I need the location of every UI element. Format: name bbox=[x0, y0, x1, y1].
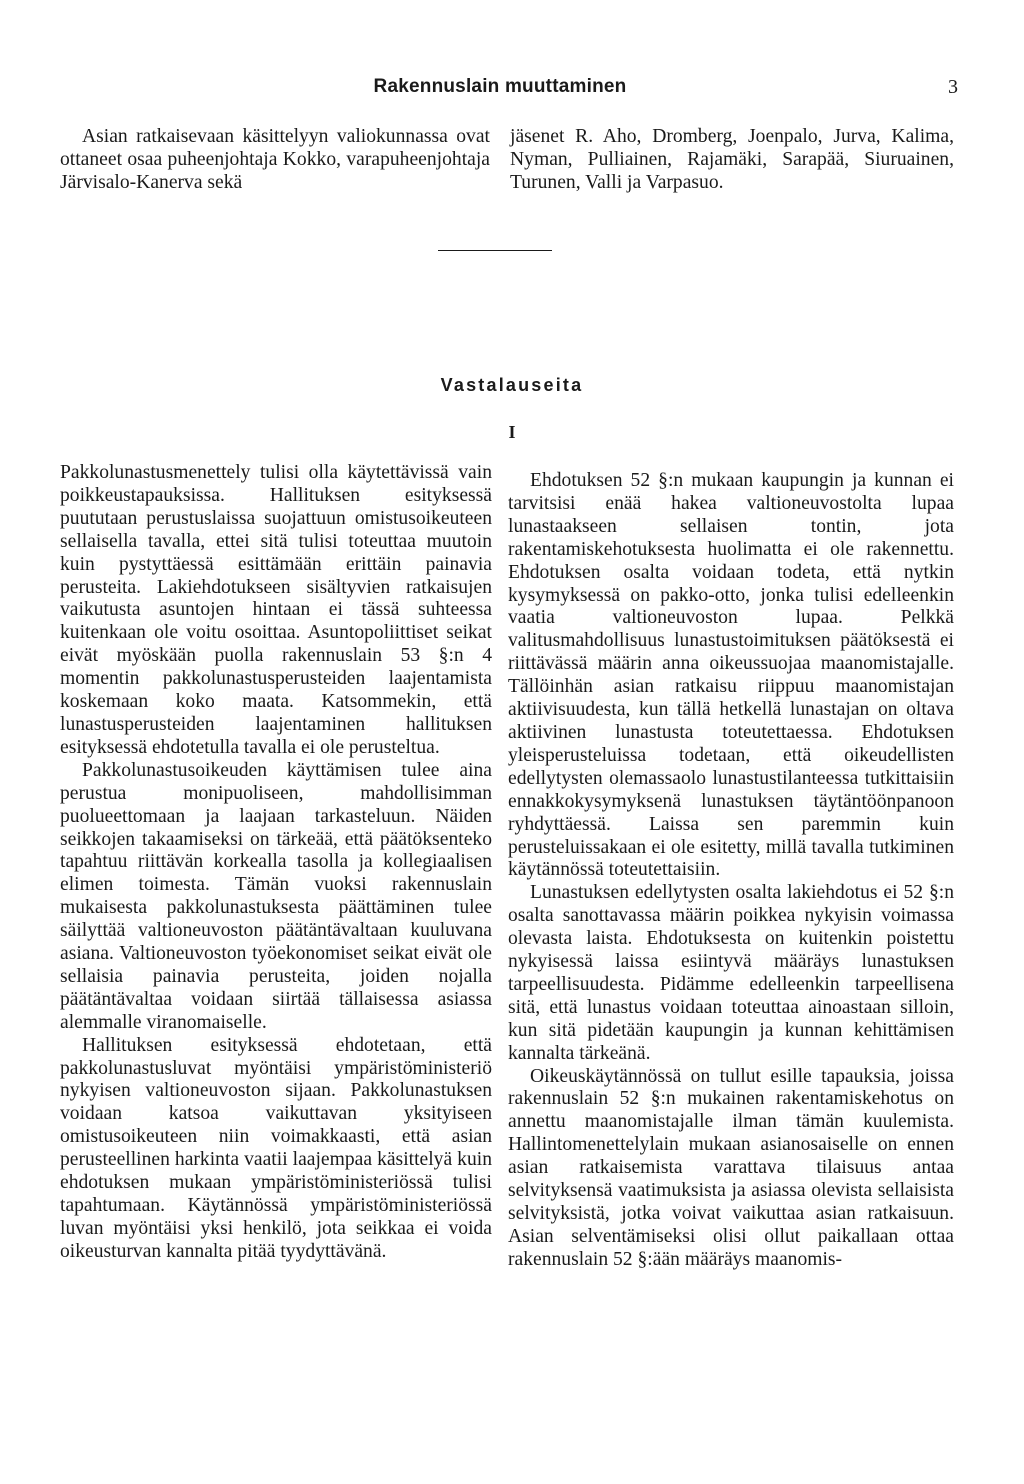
right-paragraph-3: Oikeuskäytännössä on tullut esille tapauksia, joissa rakennuslain 52 §:n mukainen rakentamiskehotus on annettu maanomistajalle ilman tämän kuulemista. Hallintomenettelylain mukaan asianosaiselle on ennen asian ratkaisemista varattava tilaisuus antaa selvityksensä vaatimuksista ja asiassa olevista sellaisista selvityksistä, jotka voivat vaikuttaa asian ratkaisuun. Asian selventämiseksi olisi ollut paikallaan ottaa rakennuslain 52 §:ään määräys maanomis- bbox=[508, 1065, 954, 1270]
left-paragraph-2: Pakkolunastusoikeuden käyttämisen tulee aina perustua monipuoliseen, mahdollisimman puolueettomaan ja laajaan tarkasteluun. Näiden seikkojen takaamiseksi on tärkeää, että päätöksenteko tapahtuu riittävän korkealla tasolla ja kollegiaalisen elimen toimesta. Tämän vuoksi rakennuslain mukaisesta pakkolunastuksesta päättäminen tulee säilyttää valtioneuvoston päätäntävaltaan kuuluvana asiana. Valtioneuvoston työekonomiset seikat eivät ole sellaisia painavia perusteita, joiden nojalla päätäntävaltaa voidaan siirtää tällaisessa asiassa alemmalle viranomaiselle. bbox=[60, 759, 492, 1033]
running-title: Rakennuslain muuttaminen bbox=[373, 76, 627, 97]
left-column bbox=[60, 462, 492, 1264]
left-paragraph-1: Pakkolunastusmenettely tulisi olla käytettävissä vain poikkeustapauksissa. Hallituksen esityksessä puututaan perustuslaissa suojattuun omistusoikeuteen sellaisella tavalla, ettei sitä tulisi toteuttaa muutoin kuin pystyttäessä esittämään erittäin painavia perusteita. Lakiehdotukseen sisältyvien ratkaisujen vaikutusta asuntojen hintaan ei tässä suhteessa kuitenkaan ole voitu osoittaa. Asuntopoliittiset seikat eivät myöskään puolla rakennuslain 53 §:n 4 momentin pakkolunastusperusteiden laajentamista koskemaan koko maata. Katsommekin, että lunastusperusteiden laajentaminen hallituksen esityksessä ehdotetulla tavalla ei ole perusteltua. bbox=[60, 462, 492, 758]
section-separator-rule bbox=[438, 250, 552, 251]
section-number: I bbox=[508, 422, 516, 442]
page-number: 3 bbox=[948, 76, 958, 98]
right-column bbox=[508, 470, 954, 1272]
section-heading: Vastalauseita bbox=[440, 375, 584, 395]
right-paragraph-2: Lunastuksen edellytysten osalta lakiehdotus ei 52 §:n osalta sanottavassa määrin poikkea nykyisin voimassa olevasta laista. Ehdotuksesta on kuitenkin poistettu nykyisessä laissa esiintyvä määräys lunastuksen tarpeellisuudesta. Pidämme edelleenkin tarpeellisena sitä, että lunastus voidaan toteuttaa ainoastaan silloin, kun sitä pidetään kaupungin ja kunnan kehittämisen kannalta tärkeänä. bbox=[508, 882, 954, 1064]
intro-right-paragraph: jäsenet R. Aho, Dromberg, Joenpalo, Jurva, Kalima, Nyman, Pulliainen, Rajamäki, Sarapää, Siuruainen, Turunen, Valli ja Varpasuo. bbox=[510, 126, 954, 193]
left-paragraph-3: Hallituksen esityksessä ehdotetaan, että pakkolunastusluvat myöntäisi ympäristöministeriö nykyisen valtioneuvoston sijaan. Pakkolunastuksen voidaan katsoa vaikuttavan yksityiseen omistusoikeuteen niin voimakkaasti, että asian perusteellinen harkinta vaatii laajempaa käsittelyä kuin ehdotuksen mukaan ympäristöministeriössä tulisi tapahtumaan. Käytännössä ympäristöministeriössä luvan myöntäisi yksi henkilö, jota seikkaa ei voida oikeusturvan kannalta pitää tyydyttävänä. bbox=[60, 1034, 492, 1262]
running-head bbox=[0, 76, 1024, 104]
intro-left-paragraph: Asian ratkaisevaan käsittelyyn valiokunnassa ovat ottaneet osaa puheenjohtaja Kokko, varapuheenjohtaja Järvisalo-Kanerva sekä bbox=[60, 126, 490, 193]
right-paragraph-1: Ehdotuksen 52 §:n mukaan kaupungin ja kunnan ei tarvitsisi enää hakea valtioneuvostolta lupaa lunastaakseen sellaisen tontin, jota rakentamiskehotuksesta huolimatta ei ole rakennettu. Ehdotuksen osalta voidaan todeta, että nytkin kysymyksessä on pakko-otto, jonka tulisi edelleenkin vaatia valtioneuvoston lupaa. Pelkkä valitusmahdollisuus lunastustoimituksen päätöksestä ei riittävässä määrin anna oikeussuojaa maanomistajalle. Tällöinhän asian ratkaisu riippuu maanomistajan aktiivisuudesta, kun tällä hetkellä lunastajan on oltava aktiivinen lunastusta toteutettaessa. Ehdotuksen yleisperusteluissa todetaan, että oikeudellisten edellytysten olemassaolo lunastustilanteessa tutkittaisiin ennakkokysymyksenä lunastuksen täytäntöönpanoon ryhdyttäessä. Laissa sen paremmin kuin perusteluissakaan ei ole esitetty, millä tavalla tutkiminen käytännössä toteutettaisiin. bbox=[508, 470, 954, 881]
